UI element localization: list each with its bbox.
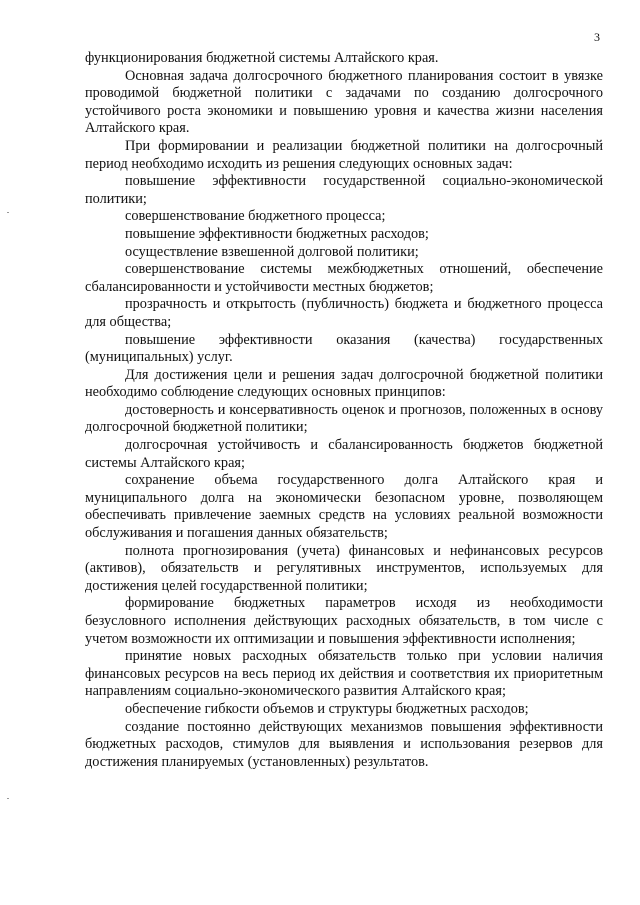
paragraph: Для достижения цели и решения задач долгосрочной бюджетной политики необходимо соблюдение следующих основных принципов: (85, 366, 603, 401)
page-number: 3 (594, 30, 600, 44)
list-item: совершенствование системы межбюджетных отношений, обеспечение сбалансированности и устойчивости местных бюджетов; (85, 261, 603, 295)
list-item: повышение эффективности государственной социально-экономической политики; (85, 173, 603, 207)
list-item: принятие новых расходных обязательств только при условии наличия финансовых ресурсов на весь период их действия и соответствия их приоритетным направлениям социально-экономического развития Алтайского края; (85, 648, 603, 700)
list-item: долгосрочная устойчивость и сбалансированность бюджетов бюджетной системы Алтайского края; (85, 437, 603, 471)
list-item: повышение эффективности оказания (качества) государственных (муниципальных) услуг. (85, 331, 603, 366)
list-item: обеспечение гибкости объемов и структуры бюджетных расходов; (125, 700, 529, 717)
list-item: формирование бюджетных параметров исходя из необходимости безусловного исполнения действующих расходных обязательств, в том числе с учетом возможности их оптимизации и повышения эффективности исполнения; (85, 595, 603, 647)
paragraph: Основная задача долгосрочного бюджетного планирования состоит в увязке проводимой бюджетной политики с задачами по созданию долгосрочного устойчивого роста экономики и повышению уровня и качества жизни населения Алтайского края. (85, 67, 603, 137)
paragraph: При формировании и реализации бюджетной политики на долгосрочный период необходимо исходить из решения следующих основных задач: (85, 137, 603, 172)
list-item: совершенствование бюджетного процесса; (125, 208, 386, 225)
scan-mark (7, 798, 9, 799)
paragraph: функционирования бюджетной системы Алтайского края. (85, 50, 439, 66)
list-item: достоверность и консервативность оценок и прогнозов, положенных в основу долгосрочной бюджетной политики; (85, 401, 603, 436)
scan-mark (7, 212, 9, 213)
list-item: создание постоянно действующих механизмов повышения эффективности бюджетных расходов, стимулов для выявления и использования резервов для достижения планируемых (установленных) результатов. (85, 718, 603, 770)
list-item: осуществление взвешенной долговой политики; (125, 243, 419, 260)
list-item: полнота прогнозирования (учета) финансовых и нефинансовых ресурсов (активов), обязательств и регулятивных инструментов, используемых для достижения целей государственной политики; (85, 542, 603, 594)
document-body (85, 50, 603, 771)
list-item: сохранение объема государственного долга Алтайского края и муниципального долга на экономически безопасном уровне, позволяющем обеспечивать привлечение заемных средств на условиях реальной возможности обслуживания и погашения данных обязательств; (85, 472, 603, 542)
list-item: повышение эффективности бюджетных расходов; (125, 225, 429, 242)
list-item: прозрачность и открытость (публичность) бюджета и бюджетного процесса для общества; (85, 296, 603, 330)
